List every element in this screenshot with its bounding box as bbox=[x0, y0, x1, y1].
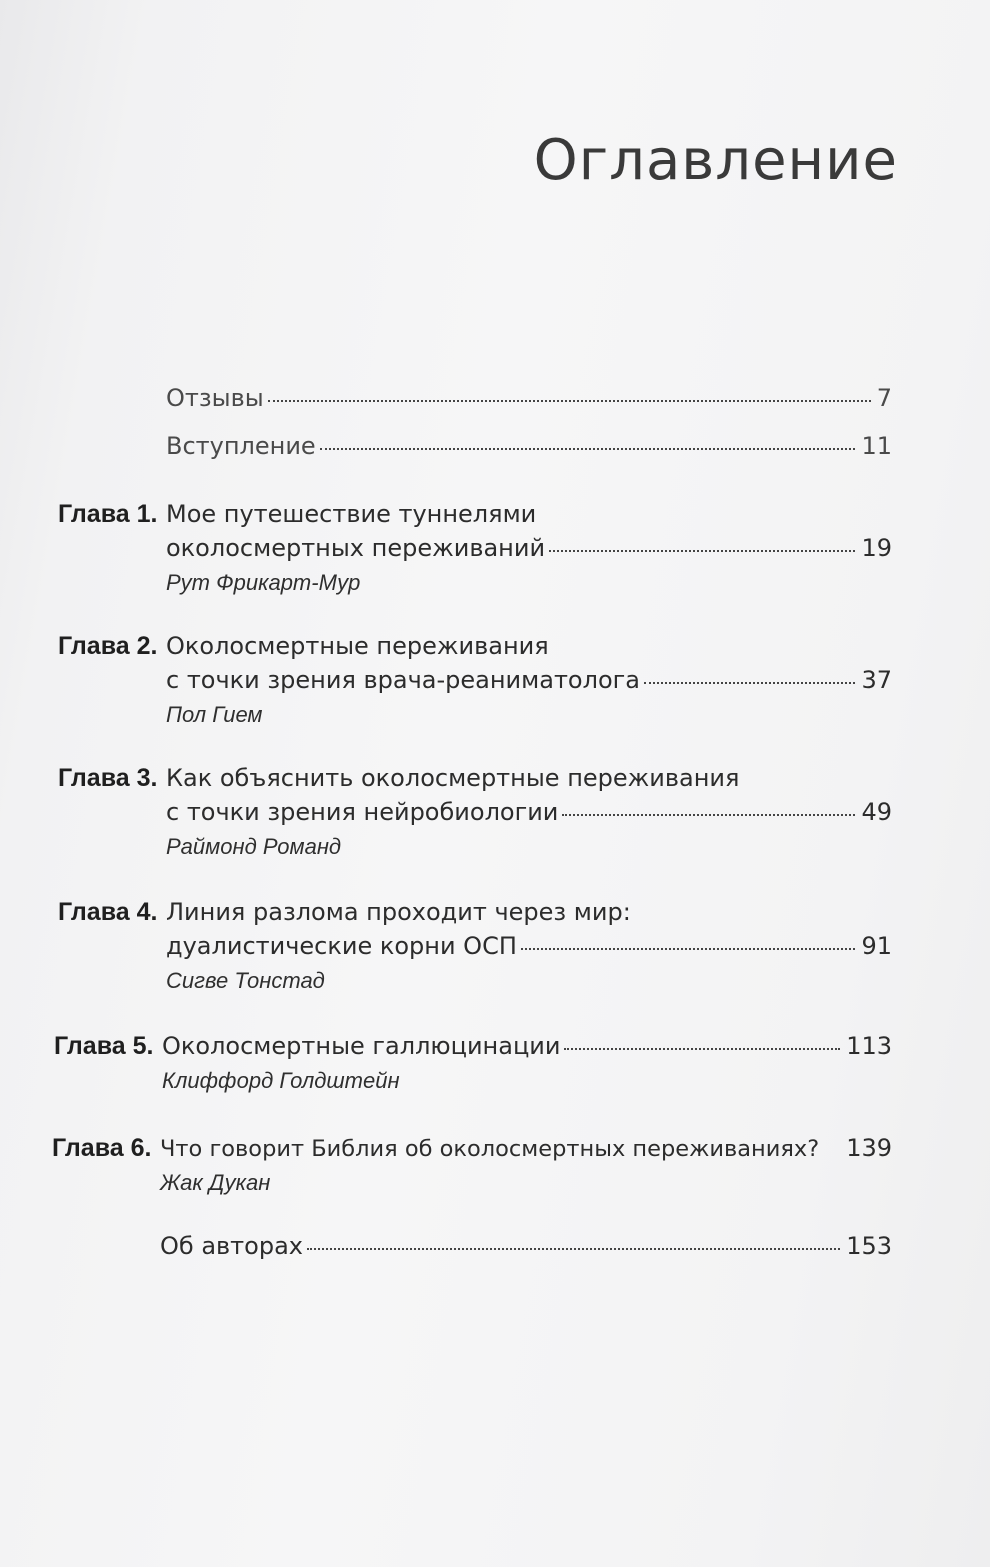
entry-title: с точки зрения врача-реаниматолога bbox=[166, 666, 640, 694]
entry-title: Околосмертные галлюцинации bbox=[162, 1032, 561, 1060]
page-number: 49 bbox=[861, 798, 892, 826]
page-number: 37 bbox=[861, 666, 892, 694]
chapter-6-author: Жак Дукан bbox=[160, 1170, 271, 1195]
entry-title: Околосмертные переживания bbox=[166, 632, 549, 660]
chapter-3-title-line-1[interactable] bbox=[166, 764, 739, 792]
chapter-5-title[interactable] bbox=[162, 1032, 892, 1060]
leader-dots bbox=[268, 400, 871, 402]
chapter-4-label: Глава 4. bbox=[58, 898, 158, 926]
leader-dots bbox=[644, 682, 856, 684]
chapter-3-author: Раймонд Романд bbox=[166, 834, 342, 859]
entry-title: Отзывы bbox=[166, 384, 264, 412]
chapter-1-label: Глава 1. bbox=[58, 500, 158, 528]
entry-title: Вступление bbox=[166, 432, 316, 460]
page-number: 19 bbox=[861, 534, 892, 562]
entry-title: околосмертных переживаний bbox=[166, 534, 546, 562]
chapter-4-title-line-1[interactable] bbox=[166, 898, 631, 926]
page-number: 91 bbox=[861, 932, 892, 960]
entry-title: с точки зрения нейробиологии bbox=[166, 798, 559, 826]
entry-title: Как объяснить околосмертные переживания bbox=[166, 764, 740, 792]
page-number: 7 bbox=[876, 384, 892, 412]
entry-title: дуалистические корни ОСП bbox=[166, 932, 517, 960]
chapter-5-label: Глава 5. bbox=[54, 1032, 154, 1060]
chapter-2-label: Глава 2. bbox=[58, 632, 158, 660]
page-number: 139 bbox=[846, 1134, 892, 1162]
entry-title: Что говорит Библия об околосмертных переживаниях? bbox=[160, 1136, 820, 1162]
toc-entry-reviews[interactable] bbox=[166, 384, 892, 412]
chapter-4-title-line-2[interactable] bbox=[166, 932, 892, 960]
chapter-4-author: Сигве Тонстад bbox=[166, 968, 325, 993]
chapter-5-author: Клиффорд Голдштейн bbox=[162, 1068, 400, 1093]
leader-dots bbox=[320, 448, 856, 450]
page-title: Оглавление bbox=[533, 128, 898, 193]
leader-dots bbox=[564, 1048, 840, 1050]
chapter-6-title[interactable] bbox=[160, 1134, 892, 1162]
page-number: 113 bbox=[846, 1032, 892, 1060]
chapter-3-label: Глава 3. bbox=[58, 764, 158, 792]
chapter-1-title-line-2[interactable] bbox=[166, 534, 892, 562]
chapter-6-label: Глава 6. bbox=[52, 1134, 152, 1162]
entry-title: Линия разлома проходит через мир: bbox=[166, 898, 631, 926]
entry-title: Мое путешествие туннелями bbox=[166, 500, 537, 528]
chapter-1-author: Рут Фрикарт-Мур bbox=[166, 570, 361, 595]
leader-dots bbox=[549, 550, 855, 552]
chapter-1-title-line-1[interactable] bbox=[166, 500, 536, 528]
leader-dots bbox=[521, 948, 856, 950]
toc-entry-introduction[interactable] bbox=[166, 432, 892, 460]
chapter-3-title-line-2[interactable] bbox=[166, 798, 892, 826]
toc-entry-about-authors[interactable] bbox=[160, 1232, 892, 1260]
entry-title: Об авторах bbox=[160, 1232, 303, 1260]
chapter-2-title-line-1[interactable] bbox=[166, 632, 549, 660]
chapter-2-title-line-2[interactable] bbox=[166, 666, 892, 694]
leader-dots bbox=[307, 1248, 840, 1250]
page-number: 11 bbox=[861, 432, 892, 460]
leader-dots bbox=[562, 814, 855, 816]
chapter-2-author: Пол Гием bbox=[166, 702, 263, 727]
page-number: 153 bbox=[846, 1232, 892, 1260]
